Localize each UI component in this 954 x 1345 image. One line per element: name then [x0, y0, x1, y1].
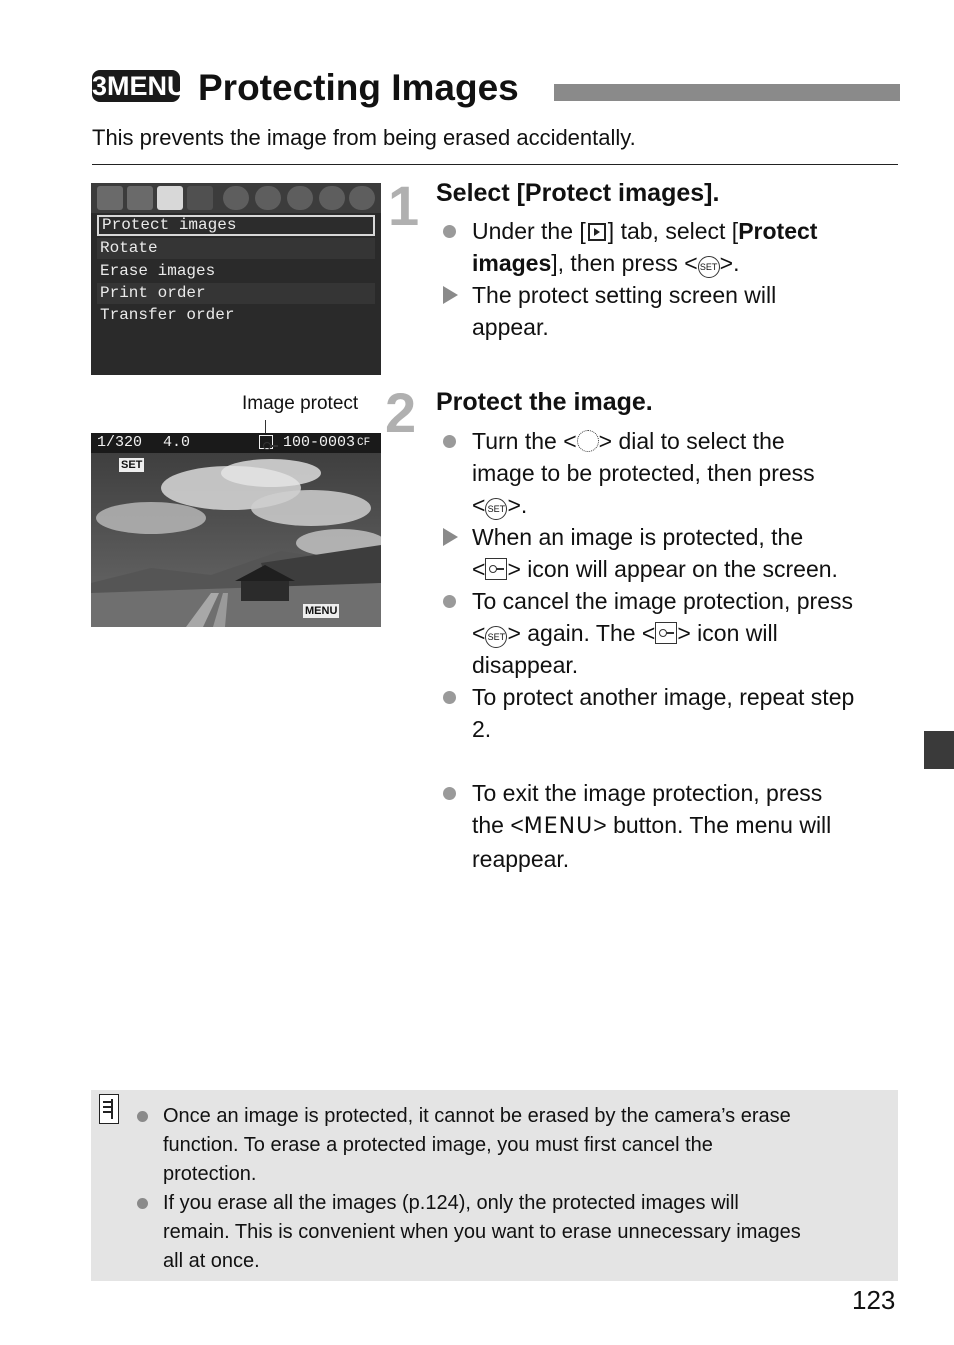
protect-key-icon [655, 622, 677, 644]
lcd-photo-screenshot [91, 433, 381, 627]
page-number: 123 [852, 1285, 896, 1315]
setup-tab-icon [287, 186, 313, 210]
list-item: Under the [ ] tab, select [Protect images], then press < SET>. [442, 215, 902, 279]
setup-tab-icon [223, 186, 249, 210]
lcd-menu-item: Rotate [97, 238, 375, 259]
note-box [91, 1090, 898, 1281]
playback-tab-icon [187, 186, 213, 210]
shooting-tab-icon [97, 186, 123, 210]
bullet-dot-icon [137, 1111, 148, 1122]
page-title: Protecting Images [198, 67, 519, 108]
setup-tab-icon [255, 186, 281, 210]
set-button-icon: SET [485, 626, 507, 648]
menu-badge-number: 3 [92, 71, 108, 101]
lcd-info-bar [91, 433, 381, 453]
intro-text: This prevents the image from being erased accidentally. [92, 125, 636, 150]
lcd-menu-screenshot [91, 183, 381, 375]
image-protect-callout: Image protect [242, 393, 359, 414]
menu-badge-label: MENU [107, 71, 187, 101]
lcd-tab-bar [91, 183, 381, 213]
set-chip: SET [121, 459, 143, 471]
protect-key-icon [259, 435, 273, 449]
bullet-dot-icon [443, 787, 456, 800]
lcd-menu-item: Erase images [100, 262, 216, 280]
list-item: To cancel the image protection, press < SET> again. The < > icon will disappear. [442, 585, 902, 681]
playback-tab-icon [588, 223, 606, 241]
custom-tab-icon [349, 186, 375, 210]
file-number: 100-0003 [283, 434, 356, 451]
section-divider [92, 164, 898, 165]
list-item: To exit the image protection, press the <MENU> button. The menu will reappear. [442, 777, 902, 875]
custom-tab-icon [319, 186, 345, 210]
step-1-instructions [442, 215, 902, 343]
list-item: To protect another image, repeat step 2. [442, 681, 902, 745]
bullet-dot-icon [443, 225, 456, 238]
aperture-value: 4.0 [163, 434, 191, 451]
playback-tab-icon [157, 186, 183, 210]
note-item: If you erase all the images (p.124), only the protected images will remain. This is convenient when you want to erase unnecessary images all at once. [135, 1189, 885, 1276]
title-row [92, 64, 900, 112]
callout-leader-line [265, 420, 266, 434]
bullet-dot-icon [443, 435, 456, 448]
bullet-dot-icon [443, 595, 456, 608]
set-button-icon: SET [698, 256, 720, 278]
set-button-icon: SET [485, 498, 507, 520]
note-list [135, 1102, 885, 1276]
chapter-side-tab [924, 731, 954, 769]
bullet-dot-icon [443, 691, 456, 704]
menu-button-label: MENU [523, 814, 594, 839]
result-arrow-icon [443, 286, 458, 304]
menu-chip: MENU [305, 605, 338, 617]
cf-card-icon: CF [357, 437, 371, 449]
list-item: When an image is protected, the < > icon will appear on the screen. [442, 521, 902, 585]
protect-key-icon [485, 558, 507, 580]
image-count: 1/320 [97, 434, 143, 451]
step-1-title: Select [Protect images]. [436, 179, 720, 207]
list-item: The protect setting screen will appear. [442, 279, 902, 343]
lcd-menu-item: Print order [97, 283, 375, 304]
bullet-dot-icon [137, 1198, 148, 1209]
lcd-menu-item: Transfer order [100, 306, 235, 324]
shooting-tab-icon [127, 186, 153, 210]
step-1-number: 1 [388, 174, 420, 237]
note-item: Once an image is protected, it cannot be erased by the camera’s erase function. To erase a protected image, you must first cancel the protection. [135, 1102, 885, 1189]
title-decor-bar [554, 84, 900, 101]
menu-badge [92, 70, 187, 102]
step-2-number: 2 [385, 381, 417, 444]
quick-control-dial-icon [577, 430, 599, 452]
step-2-title: Protect the image. [436, 388, 653, 416]
memo-icon [99, 1094, 119, 1124]
step-2-instructions [442, 425, 902, 875]
lcd-menu-item: Protect images [97, 215, 375, 236]
result-arrow-icon [443, 528, 458, 546]
list-item: Turn the < > dial to select the image to be protected, then press < SET>. [442, 425, 902, 521]
